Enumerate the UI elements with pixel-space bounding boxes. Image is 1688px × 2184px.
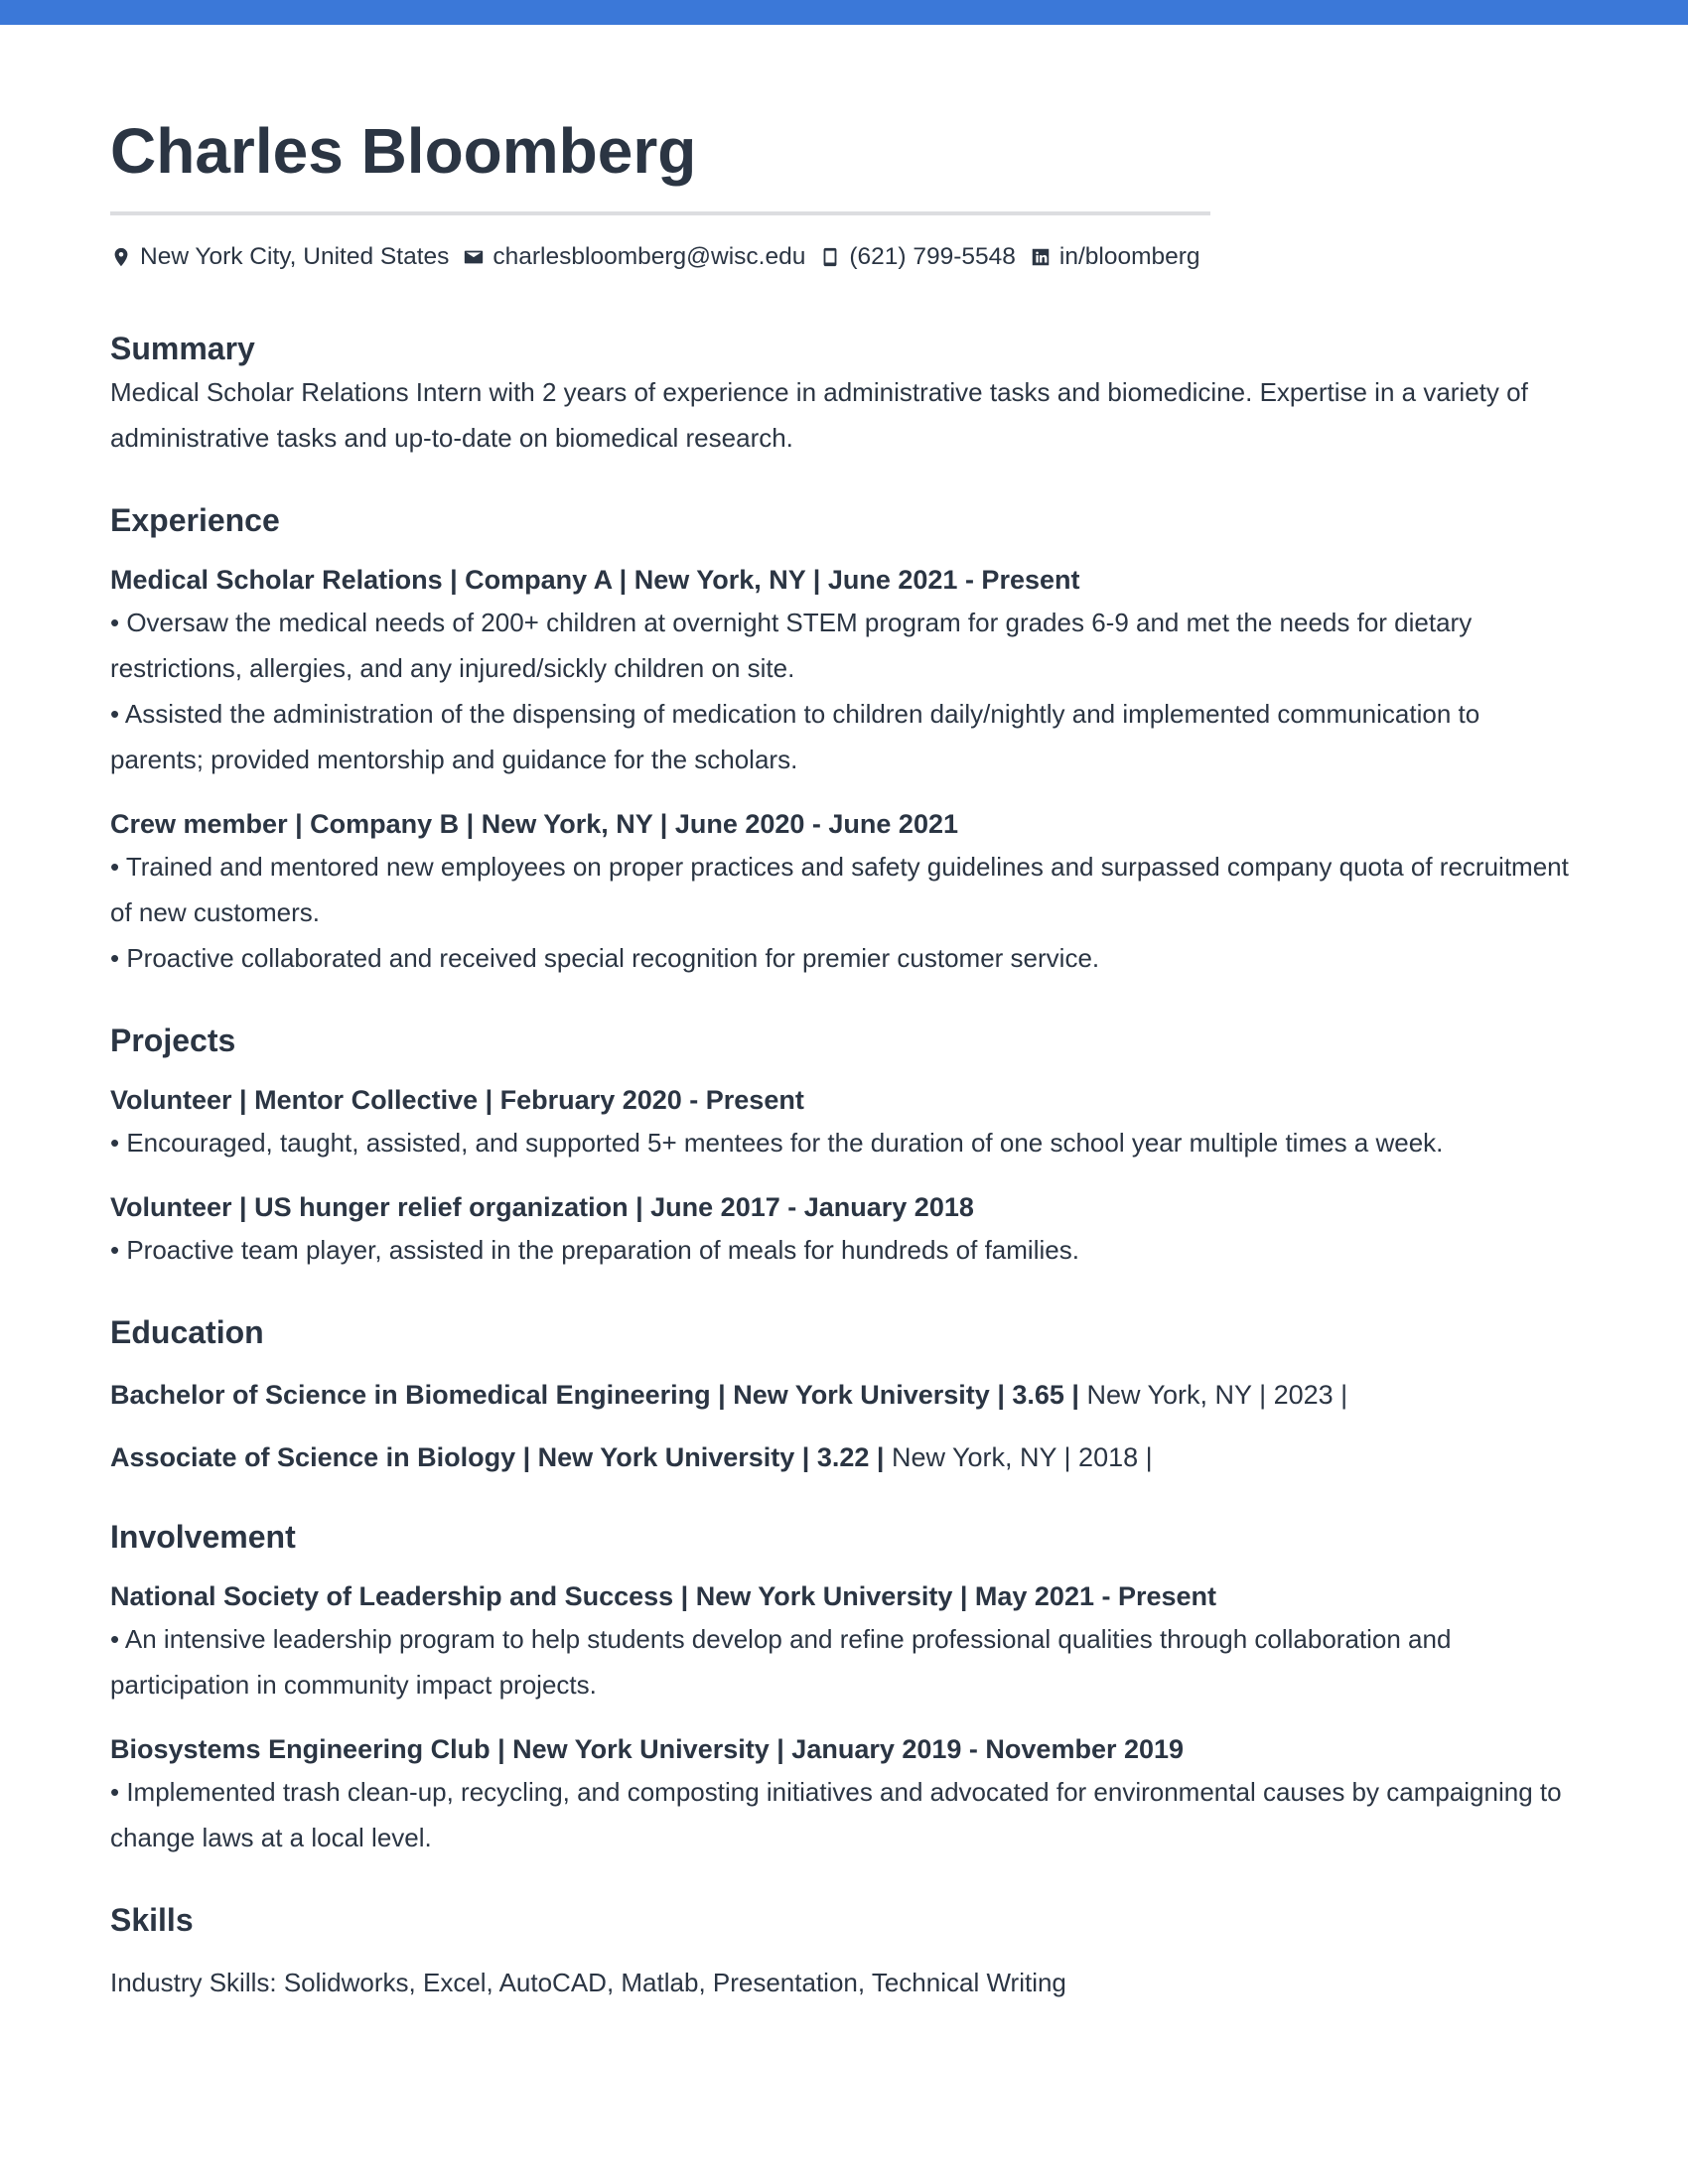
linkedin-icon [1030, 246, 1052, 268]
education-entry [110, 1437, 1580, 1477]
projects-section [110, 1021, 1580, 1273]
contact-phone[interactable] [819, 243, 1016, 271]
envelope-icon [463, 246, 485, 268]
phone-icon [819, 246, 841, 268]
bullet-item: • Oversaw the medical needs of 200+ children at overnight STEM program for grades 6-9 and met the needs for dietary restrictions, allergies, and any injured/sickly children on site. [110, 607, 1473, 683]
section-heading-summary: Summary [110, 330, 255, 366]
contact-email[interactable] [463, 243, 805, 271]
education-location: New York, NY | 2018 | [884, 1442, 1153, 1473]
summary-text: Medical Scholar Relations Intern with 2 years of experience in administrative tasks and biomedicine. Expertise in a variety of administrative tasks and up-to-date on biomedical research. [110, 377, 1528, 454]
email-link[interactable]: charlesbloomberg@wisc.edu [492, 242, 806, 270]
location-pin-icon [110, 246, 132, 268]
candidate-name: Charles Bloomberg [110, 115, 697, 187]
section-heading-skills: Skills [110, 1901, 194, 1938]
involvement-title: National Society of Leadership and Success | New York University | May 2021 - Present [110, 1580, 1217, 1611]
section-heading-projects: Projects [110, 1022, 236, 1058]
bullet-item: • Assisted the administration of the dispensing of medication to children daily/nightly and implemented communication to parents; provided mentorship and guidance for the scholars. [110, 698, 1480, 774]
section-heading-education: Education [110, 1313, 264, 1350]
contact-location [110, 243, 449, 271]
bullet-item: • Encouraged, taught, assisted, and supported 5+ mentees for the duration of one school year multiple times a week. [110, 1127, 1444, 1158]
skills-text: Industry Skills: Solidworks, Excel, AutoCAD, Matlab, Presentation, Technical Writing [110, 1968, 1066, 1998]
project-entry [110, 1080, 1580, 1165]
involvement-entry [110, 1729, 1580, 1860]
project-title: Volunteer | US hunger relief organization | June 2017 - January 2018 [110, 1191, 974, 1222]
bullet-item: • An intensive leadership program to help students develop and refine professional qualities through collaboration and participation in community impact projects. [110, 1623, 1452, 1700]
bullet-item: • Proactive team player, assisted in the preparation of meals for hundreds of families. [110, 1234, 1079, 1265]
education-section [110, 1312, 1580, 1478]
degree-text: Bachelor of Science in Biomedical Engineering | New York University | 3.65 | [110, 1380, 1079, 1411]
involvement-entry [110, 1576, 1580, 1707]
experience-entry [110, 560, 1580, 782]
name-divider [110, 211, 1210, 215]
education-entry [110, 1375, 1580, 1415]
resume-page [110, 99, 1580, 2002]
skills-section [110, 1900, 1580, 2003]
project-entry [110, 1187, 1580, 1273]
bullet-item: • Trained and mentored new employees on proper practices and safety guidelines and surpassed company quota of recruitment of new customers. [110, 851, 1569, 927]
experience-entry [110, 804, 1580, 981]
bullet-item: • Implemented trash clean-up, recycling, and composting initiatives and advocated for environmental causes by campaigning to change laws at a local level. [110, 1776, 1562, 1852]
degree-text: Associate of Science in Biology | New York University | 3.22 | [110, 1442, 885, 1473]
experience-section [110, 500, 1580, 981]
section-heading-experience: Experience [110, 502, 280, 539]
experience-title: Medical Scholar Relations | Company A | New York, NY | June 2021 - Present [110, 564, 1080, 595]
contact-linkedin[interactable] [1030, 243, 1200, 271]
location-text: New York City, United States [140, 242, 450, 270]
section-heading-involvement: Involvement [110, 1519, 296, 1556]
phone-text[interactable]: (621) 799-5548 [849, 242, 1016, 270]
summary-section [110, 329, 1580, 462]
bullet-item: • Proactive collaborated and received special recognition for premier customer service. [110, 942, 1100, 973]
involvement-section [110, 1517, 1580, 1860]
top-accent-bar [0, 0, 1688, 25]
project-title: Volunteer | Mentor Collective | February 2020 - Present [110, 1084, 804, 1115]
linkedin-link[interactable]: in/bloomberg [1058, 242, 1200, 270]
education-location: New York, NY | 2023 | [1078, 1380, 1348, 1411]
contact-bar [110, 243, 1580, 271]
involvement-title: Biosystems Engineering Club | New York University | January 2019 - November 2019 [110, 1733, 1185, 1764]
experience-title: Crew member | Company B | New York, NY | June 2020 - June 2021 [110, 808, 958, 839]
